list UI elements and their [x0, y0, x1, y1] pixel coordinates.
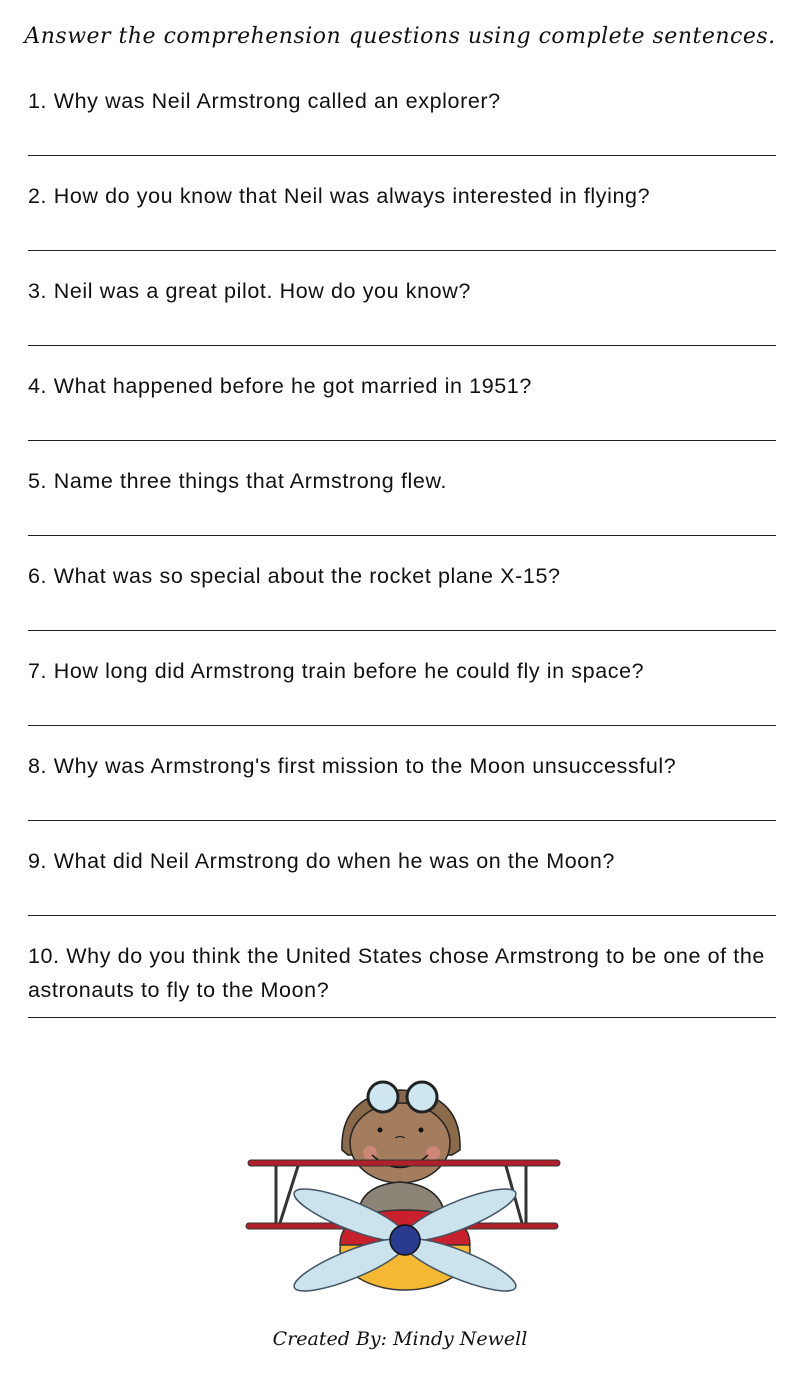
question-text: 10. Why do you think the United States chose Armstrong to be one of the astronauts to fly to the Moon? [28, 944, 765, 1002]
question-8 [28, 745, 776, 840]
author-credit: Created By: Mindy Newell [272, 1328, 528, 1350]
answer-line[interactable] [28, 155, 776, 156]
answer-line[interactable] [28, 725, 776, 726]
answer-line[interactable] [28, 630, 776, 631]
question-list [28, 80, 776, 1065]
answer-line[interactable] [28, 535, 776, 536]
question-10 [28, 935, 776, 1065]
question-4 [28, 365, 776, 460]
question-text: 3. Neil was a great pilot. How do you know? [28, 279, 471, 303]
question-1 [28, 80, 776, 175]
answer-line[interactable] [28, 1017, 776, 1018]
question-2 [28, 175, 776, 270]
question-7 [28, 650, 776, 745]
question-text: 8. Why was Armstrong's first mission to the Moon unsuccessful? [28, 754, 677, 778]
answer-line[interactable] [28, 915, 776, 916]
question-text: 2. How do you know that Neil was always interested in flying? [28, 184, 651, 208]
question-text: 1. Why was Neil Armstrong called an explorer? [28, 89, 501, 113]
question-text: 7. How long did Armstrong train before he could fly in space? [28, 659, 645, 683]
question-text: 6. What was so special about the rocket plane X-15? [28, 564, 561, 588]
question-text: 5. Name three things that Armstrong flew. [28, 469, 447, 493]
worksheet-title: Answer the comprehension questions using complete sentences. [24, 24, 776, 49]
question-9 [28, 840, 776, 935]
question-6 [28, 555, 776, 650]
pilot-biplane-illustration [240, 1075, 570, 1305]
question-text: 9. What did Neil Armstrong do when he was on the Moon? [28, 849, 615, 873]
question-3 [28, 270, 776, 365]
answer-line[interactable] [28, 345, 776, 346]
question-text: 4. What happened before he got married in 1951? [28, 374, 532, 398]
answer-line[interactable] [28, 440, 776, 441]
question-5 [28, 460, 776, 555]
answer-line[interactable] [28, 250, 776, 251]
answer-line[interactable] [28, 820, 776, 821]
